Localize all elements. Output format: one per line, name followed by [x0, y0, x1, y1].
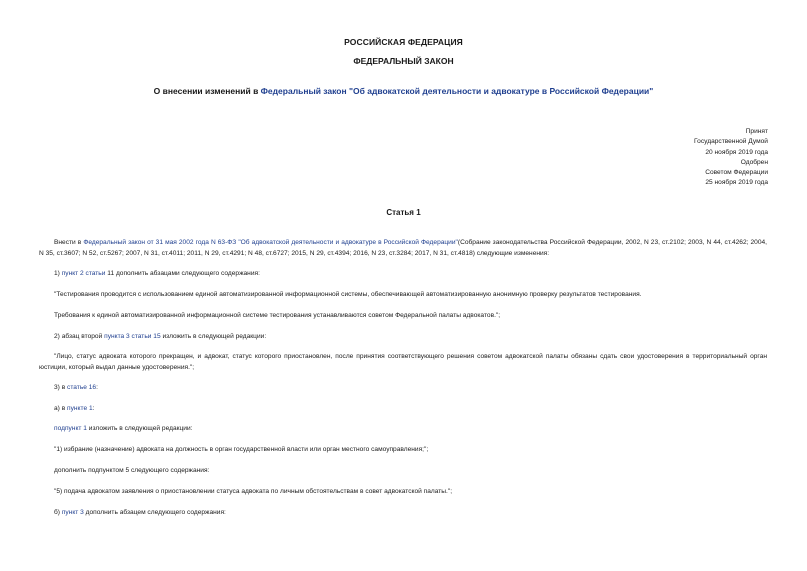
adoption-block	[694, 127, 768, 189]
text: б)	[54, 509, 62, 516]
paragraph-2: "Тестирования проводится с использованием единой автоматизированной информационной системы, обеспечивающей автоматизированную анонимную проверку результатов тестирования.	[54, 291, 642, 298]
paragraph-4	[39, 331, 767, 342]
clause-1-link[interactable]: пункте 1	[67, 405, 93, 412]
text: 11 дополнить абзацами следующего содержания:	[105, 270, 260, 277]
law-title-link[interactable]: Федеральный закон "Об адвокатской деятельности и адвокатуре в Российской Федерации"	[260, 86, 654, 96]
text: 1)	[54, 270, 62, 277]
article-11-link[interactable]: пункт 2 статьи	[61, 270, 106, 277]
adoption-line: Советом Федерации	[705, 169, 768, 177]
paragraph-6	[39, 382, 767, 393]
law-type-heading: ФЕДЕРАЛЬНЫЙ ЗАКОН	[353, 56, 454, 66]
text: а) в	[54, 405, 68, 412]
paragraph-12	[39, 507, 767, 518]
country-heading: РОССИЙСКАЯ ФЕДЕРАЦИЯ	[344, 37, 463, 47]
text: :	[96, 384, 98, 391]
text: :	[92, 405, 95, 412]
adoption-line: 25 ноября 2019 года	[705, 179, 768, 187]
adoption-line: Государственной Думой	[694, 138, 768, 146]
law-title-prefix: О внесении изменений в	[153, 86, 261, 96]
paragraph-11: "5) подача адвокатом заявления о приостановлении статуса адвоката по личным обстоятельствам в совет адвокатской палаты.";	[54, 488, 453, 495]
text: 2) абзац второй	[54, 333, 105, 340]
intro-law-link[interactable]: Федеральный закон от 31 мая 2002 года N 63-ФЗ "Об адвокатской деятельности и адвокатуре в Российской Федерации"	[83, 239, 458, 246]
paragraph-8	[39, 423, 767, 434]
law-title	[0, 86, 807, 96]
subclause-1-link[interactable]: подпункт 1	[54, 425, 87, 432]
paragraph-10: дополнить подпунктом 5 следующего содержания:	[54, 467, 210, 474]
text: дополнить абзацем следующего содержания:	[83, 509, 226, 516]
clause-3-link[interactable]: пункт 3	[61, 509, 84, 516]
text: изложить в следующей редакции:	[160, 333, 267, 340]
article-16-link[interactable]: статье 16	[67, 384, 97, 391]
text: 3) в	[54, 384, 68, 391]
adoption-line: 20 ноября 2019 года	[705, 148, 768, 156]
article-title: Статья 1	[386, 208, 421, 217]
intro-paragraph	[39, 237, 767, 259]
text: (Собрание законодательства Российской Федерации, 2002, N 23, ст.2102; 2003, N 44, ст.4262; 2004, N 35, ст.3607; N 52, ст.5267; 2007, N 31, ст.4011; 2011, N 29, ст.4291; N 48, ст.6727; 2015, N 29, ст.4394; 2016, N 23, ст.3284; 2017, N 31, ст.4818) следующие изменения:	[39, 239, 768, 257]
adoption-line: Принят	[745, 128, 768, 135]
paragraph-3: Требования к единой автоматизированной информационной системе тестирования устанавливаются советом Федеральной палаты адвокатов.";	[54, 312, 501, 319]
adoption-line: Одобрен	[740, 158, 768, 166]
article-15-link[interactable]: пункта 3 статьи 15	[104, 333, 161, 340]
text: Внести в	[54, 239, 84, 246]
paragraph-5: "Лицо, статус адвоката которого прекращен, и адвокат, статус которого приостановлен, после принятия соответствующего решения советом адвокатской палаты обязаны сдать свои удостоверения в территориальный орган юстиции, который выдал данные удостоверения.";	[39, 353, 767, 371]
text: изложить в следующей редакции:	[86, 425, 193, 432]
paragraph-7	[39, 403, 767, 414]
paragraph-9: "1) избрание (назначение) адвоката на должность в орган государственной власти или орган местного самоуправления;";	[54, 446, 429, 453]
paragraph-1	[39, 268, 767, 279]
